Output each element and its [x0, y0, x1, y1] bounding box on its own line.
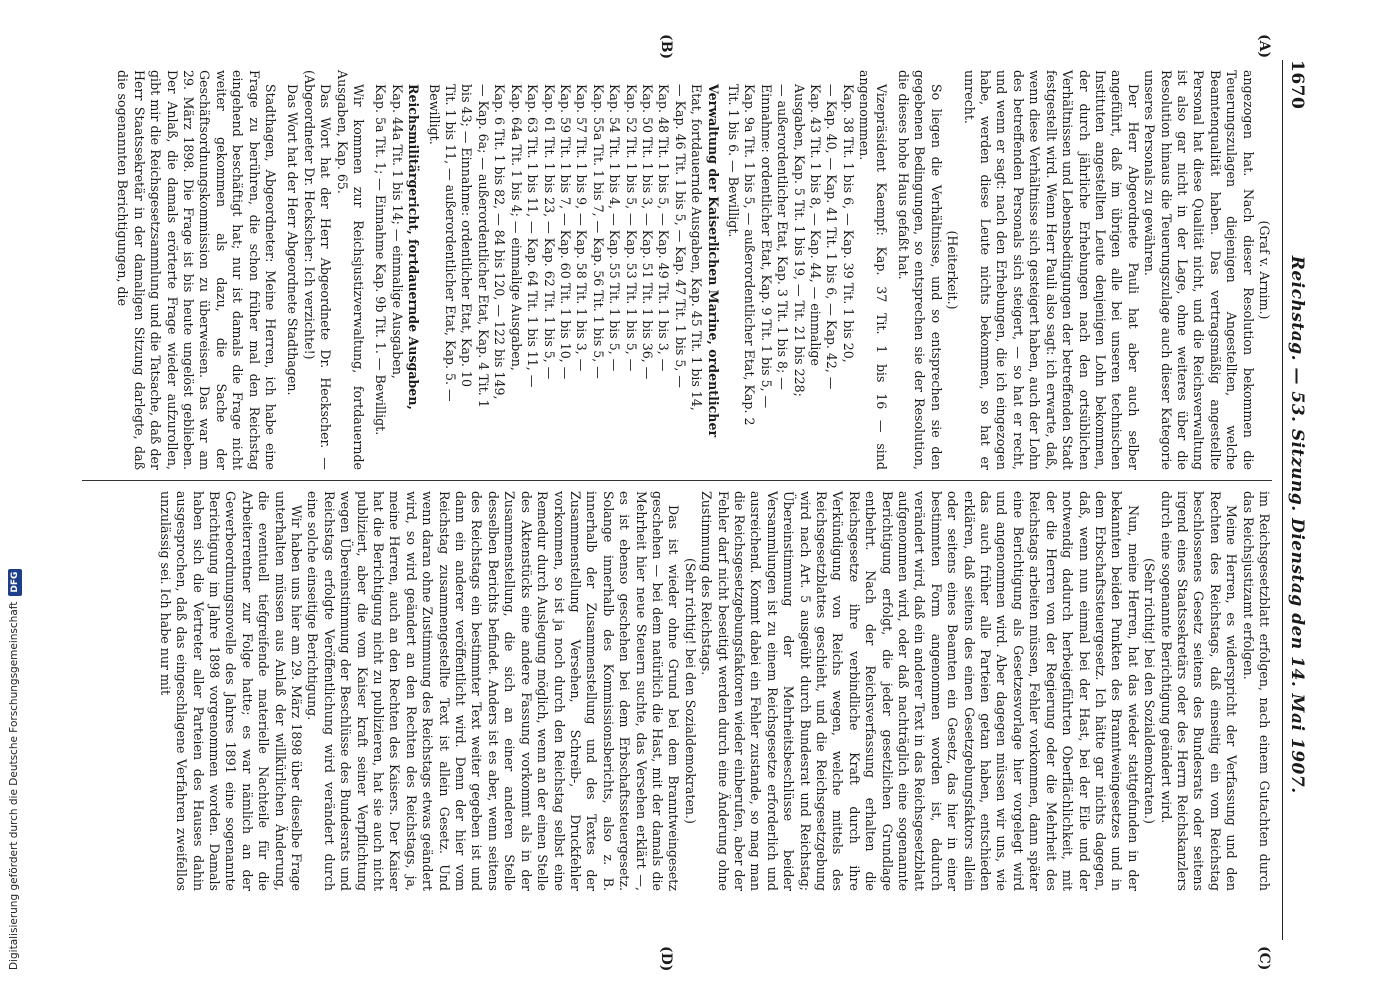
- paragraph: Wir kommen zur Reichsjustizverwaltung, fortdauernde Ausgaben, Kap. 65.: [334, 70, 367, 470]
- budget-line: Kap. 44a Tit. 1 bis 14; — einmalige Ausgaben,: [389, 84, 405, 379]
- credit-text: Digitalisierung gefördert durch die Deutsche Forschungsgemeinschaft: [8, 601, 20, 970]
- budget-line: Kap. 59 Tit. 1 bis 7, — Kap. 60 Tit. 1 bis 10, —: [557, 84, 573, 380]
- paragraph: Wir haben uns hier am 29. März 1898 über dieselbe Frage unterhalten müssen aus Anlaß der willkürlichen Änderung, die eventuell tiefgreifende materielle Nachteile für die Arbeiterrentner zur Folge hatte; es war nämlich an der Gewerbeordnungsnovelle des Jahres 1891 eine sogenannte Berichtigung im Jahre 1898 vorgenommen worden. Damals haben sich die Vertreter aller Parteien des Hauses dahin ausgesprochen, daß das eingeschlagene Verfahren zweifellos unzulässig sei. Ich habe nur mit: [157, 491, 305, 891]
- running-title: Reichstag. — 53. Sitzung. Dienstag den 14. Mai 1907.: [1287, 255, 1307, 794]
- budget-line: Kap. 5a Tit. 1; — Einnahme Kap. 9b Tit. 1. — Bewilligt.: [373, 84, 389, 436]
- right-column: [82, 481, 1272, 901]
- budget-line: Kap. 55a Tit. 1 bis 7, — Kap. 56 Tit. 1 bis 5, —: [590, 84, 606, 379]
- paragraph: Das ist wieder ohne Grund bei dem Branntweingesetz geschehen — bei dem natürlich die Hast, mit der damals die Mehrheit hier neue Steuern suchte, das Versehen erklärt —, es ist ebenso geschehen bei dem Erbschaftssteuergesetz. Solange innerhalb des Kommissionsberichts, also z. B. innerhalb der Zusammenstellung und des Textes der Zusammenstellung Versehen, Schreib-, Druckfehler vorkommen, so ist ja noch durch den Reichstag selbst eine Remedur durch Auslegung möglich, wenn an der einen Stelle des Aktenstücks eine andere Fassung vorkommt als in der Zusammenstellung, die sich an einer anderen Stelle desselben Berichts befindet. Anders ist es aber, wenn seitens des Reichstags ein bestimmter Text weiter gegeben ist und dann ein anderer veröffentlicht wird. Denn der hier vom Reichstag zusammengestellte Text ist allein Gesetz. Und wenn daran ohne Zustimmung des Reichstags etwas geändert wird, so wird geändert an den Rechten des Reichstags, ja, meine Herren, auch an den Rechten des Kaisers. Der Kaiser hat die Berichtigung nicht zu publizieren, hat sie auch nicht publiziert, aber die vom Kaiser kraft seiner Verpflichtung wegen Übereinstimmung der Beschlüsse des Bundesrats und Reichstags erfolgte Veröffentlichung wird verändert durch eine solche einseitige Berichtigung.: [305, 491, 682, 891]
- margin-mark-d: (D): [658, 946, 674, 972]
- margin-mark-a: (A): [1256, 34, 1272, 59]
- budget-list-1: [725, 70, 856, 470]
- page-number: 1670: [1287, 60, 1307, 110]
- running-head: [1282, 60, 1319, 940]
- budget-line: — Kap. 6a; — außerordentlicher Etat, Kap. 4 Tit. 1: [475, 84, 491, 408]
- budget-line: Kap. 43 Tit. 1 bis 8, — Kap. 44, — einmalige: [808, 84, 824, 366]
- budget-line: Kap. 50 Tit. 1 bis 3, — Kap. 51 Tit. 1 bis 36, —: [639, 84, 655, 380]
- budget-line: Kap. 6 Tit. 1 bis 82, — 84 bis 120, — 122 bis 149,: [492, 84, 508, 400]
- budget-line: — Kap. 46 Tit. 1 bis 5, — Kap. 47 Tit. 1 bis 5, —: [672, 84, 688, 388]
- budget-line: — außerordentlicher Etat, Kap. 3 Tit. 1 bis 8; —: [775, 84, 791, 390]
- president-statement: Vizepräsident Kaempf: Kap. 37 Tit. 1 bis 16 — sind angenommen.: [857, 70, 889, 470]
- budget-line: Kap. 57 Tit. 1 bis 9, — Kap. 58 Tit. 1 bis 3, —: [574, 84, 590, 372]
- margin-mark-c: (C): [1256, 946, 1272, 971]
- text-columns: [82, 34, 1272, 972]
- paragraph: Meine Herren, es widerspricht der Verfassung und den Rechten des Reichstags, daß einseitig ein vom Reichstag beschlossenes Gesetz seitens des Bundesrats oder seitens irgend eines Staatssekretärs oder des Herrn Reichskanzlers durch eine sogenannte Berichtigung geändert wird.: [1158, 491, 1240, 891]
- speech-stadthagen: Stadthagen, Abgeordneter: Meine Herren, ich habe eine Frage zu berühren, die schon früher mal den Reichstag eingehend beschäftigt hat; nur ist damals die Frage nicht weiter gekommen als dazu, die Sache der Geschäftsordnungskommission zu überweisen. Das war am 29. März 1898. Die Frage ist bis heute ungelöst geblieben. Der Anlaß, die damals erörterte Frage wieder aufzurollen, gibt mir die Reichsgesetzsammlung und die Tatsache, daß der Herr Staatssekretär in der damaligen Sitzung darlegte, daß die sogenannten Berichtigungen, die: [115, 70, 279, 470]
- paragraph: angezogen hat. Nach dieser Resolution bekommen die Teuerungszulagen diejenigen Angestellten, welche Beamtenqualität haben. Das vertragsmäßig angestellte Personal hat diese Qualität nicht, und die Reichsverwaltung ist also gar nicht in der Lage, ohne weiteres über die Resolution hinaus die Teuerungszulage auch dieser Kategorie unseres Personals zu gewähren.: [1142, 70, 1256, 470]
- dfg-logo: DFG: [8, 569, 22, 596]
- budget-list-3: [372, 70, 405, 470]
- margin-mark-b: (B): [658, 34, 674, 60]
- paragraph: Der Herr Abgeordnete Pauli hat aber auch selber angeführt, daß im übrigen alle bei unseren technischen Instituten angestellten Leute denjenigen Lohn bekommen, der durch jährliche Erhebungen nach den ortsüblichen Verhältnissen und Lebensbedingungen der betreffenden Stadt festgestellt wird. Wenn Herr Pauli also sagt: ich erwarte, daß, wenn diese Verhältnisse sich gesteigert haben, auch der Lohn des betreffenden Personals sich steigert, — so hat er recht, und wenn er sagt: nach den Erhebungen, die ich eingezogen habe, werden diese Leute nichts bekommen, so hat er unrecht.: [961, 70, 1141, 470]
- budget-line: Kap. 52 Tit. 1 bis 5, — Kap. 53 Tit. 1 bis 5, —: [623, 84, 639, 372]
- budget-line: Kap. 48 Tit. 1 bis 5, — Kap. 49 Tit. 1 bis 3, —: [656, 84, 672, 372]
- budget-line: Kap. 38 Tit. 1 bis 6, — Kap. 39 Tit. 1 bis 20,: [840, 84, 856, 363]
- paragraph: Das Wort hat der Herr Abgeordnete Stadthagen.: [285, 84, 301, 396]
- interjection: (Sehr richtig! bei den Sozialdemokraten.): [1142, 558, 1158, 824]
- digitization-credit: [7, 10, 21, 970]
- speaker-continued: (Graf v. Arnim.): [1257, 220, 1272, 320]
- budget-line: — Kap. 40, — Kap. 41 Tit. 1 bis 6, — Kap. 42, —: [824, 84, 840, 390]
- paragraph: Nun, meine Herren, hat das wieder stattgefunden in der bekannten beiden Punkten des Branntweingesetzes und in dem Erbschaftssteuergesetz. Ich hätte gar nichts dagegen, daß, wenn nun einmal bei der Hast, bei der Eile und der notwendig dadurch herbeigeführten Oberflächlichkeit, mit der die Herren von der Regierung oder die Mehrheit des Reichstags arbeiten müssen, Fehler vorkommen, dann später eine Berichtigung als Gesetzesvorlage hier vorgelegt wird und angenommen wird. Aber dagegen müssen wir uns, wie das auch früher alle Parteien getan haben, entschieden erklären, daß seitens des einen Gesetzgebungsfaktors allein oder seitens eines Beamten ein Gesetz, das hier in einer bestimmten Form angenommen worden ist, dadurch verändert wird, daß ein anderer Text in das Reichsgesetzblatt aufgenommen wird, oder daß nachträglich eine sogenannte Berichtigung erfolgt, die jeder gesetzlichen Grundlage entbehrt. Nach der Reichsverfassung erhalten die Reichsgesetze ihre verbindliche Kraft durch ihre Verkündigung von Reichs wegen, welche mittels des Reichsgesetzblattes geschieht, und die Reichsgesetzgebung wird nach Art. 5 ausgeübt durch Bundesrat und Reichstag; Übereinstimmung der Mehrheitsbeschlüsse beider Versammlungen ist zu einem Reichsgesetze erforderlich und ausreichend. Kommt dabei ein Fehler zustande, so mag man die Reichsgesetzgebungsfaktoren wieder einberufen, aber der Fehler darf nicht beseitigt werden durch eine Änderung ohne Zustimmung des Reichstags.: [699, 491, 1141, 891]
- interjection: (Sehr richtig! bei den Sozialdemokraten.): [682, 558, 698, 824]
- paragraph: im Reichsgesetzblatt erfolgen, nach einem Gutachten durch das Reichsjustizamt erfolgen.: [1240, 491, 1272, 891]
- budget-line: Tit. 1 bis 6. — Bewilligt.: [726, 84, 741, 238]
- left-column: [82, 60, 1272, 480]
- paragraph: So liegen die Verhältnisse, und so entsprechen sie den gegebenen Bedingungen, so entsprechen sie der Resolution, die dieses hohe Haus gefaßt hat.: [896, 70, 944, 470]
- left-margin-marks: [82, 34, 1272, 60]
- budget-line: Bewilligt.: [426, 84, 442, 145]
- budget-line: Etat, fortdauernde Ausgaben, Kap. 45 Tit. 1 bis 14,: [689, 84, 705, 411]
- budget-line: bis 43; — Einnahme: ordentlicher Etat, Kap. 10: [459, 84, 475, 387]
- budget-line: Kap. 54 Tit. 1 bis 4, — Kap. 55 Tit. 1 bis 5, —: [607, 84, 623, 372]
- budget-line: Tit. 1 bis 11, — außerordentlicher Etat, Kap. 5. —: [443, 84, 459, 402]
- budget-line: Kap. 61 Tit. 1 bis 23, — Kap. 62 Tit. 1 bis 5, —: [541, 84, 557, 380]
- section-heading-marine: Verwaltung der Kaiserlichen Marine, ordentlicher: [705, 84, 721, 438]
- budget-line: Kap. 63 Tit. 1 bis 11, — Kap. 64 Tit. 1 bis 11, —: [525, 84, 541, 388]
- budget-line: Ausgaben, Kap. 5 Tit. 1 bis 19, — Tit. 21 bis 228;: [791, 84, 807, 397]
- budget-list-2: [425, 70, 704, 470]
- interjection: (Heiterkeit.): [945, 230, 961, 310]
- scanned-page: [41, 30, 1341, 970]
- budget-line: Einnahme: ordentlicher Etat, Kap. 9 Tit. 1 bis 5, —: [758, 84, 774, 409]
- right-margin-marks: [82, 946, 1272, 972]
- budget-line: Kap. 9a Tit. 1 bis 5, — außerordentlicher Etat, Kap. 2: [742, 84, 758, 426]
- section-heading-military-court: Reichsmilitärgericht, fortdauernde Ausgaben,: [406, 84, 422, 410]
- budget-line: Kap. 64a Tit. 1 bis 4; — einmalige Ausgaben,: [508, 84, 524, 371]
- paragraph: Das Wort hat der Herr Abgeordnete Dr. Heckscher. — (Abgeordneter Dr. Heckscher: Ich verzichte!): [301, 70, 334, 470]
